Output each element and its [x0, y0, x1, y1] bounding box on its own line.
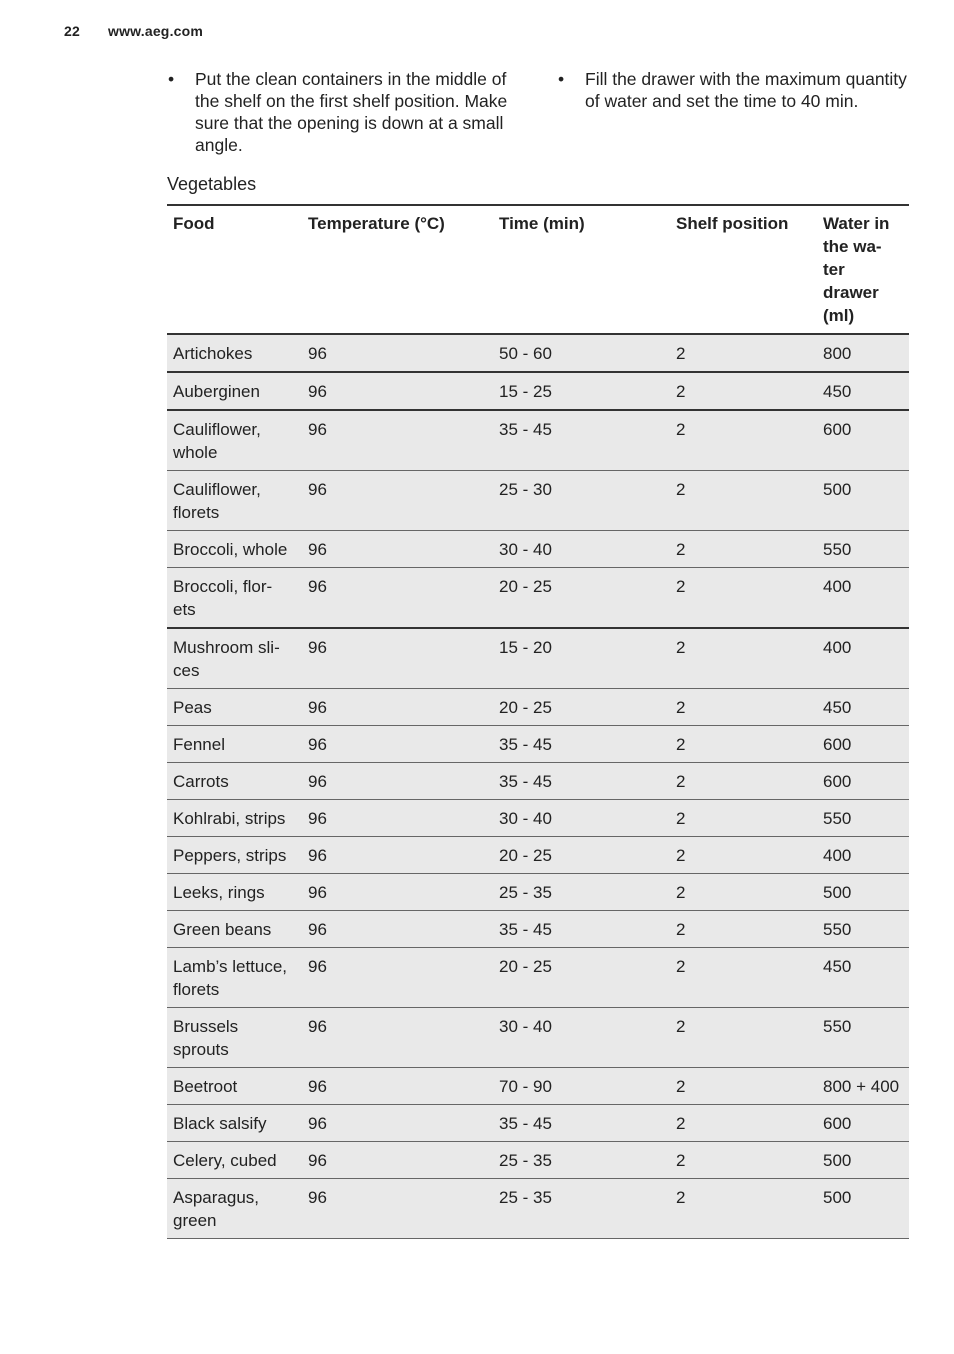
food-cell: Broccoli, flor- ets — [173, 577, 273, 619]
shelf-position-cell: 2 — [676, 1077, 686, 1096]
page-number: 22 — [64, 23, 80, 39]
temperature-cell: 96 — [308, 698, 327, 717]
water-cell: 400 — [823, 577, 852, 596]
bullet-text: Fill the drawer with the maximum quantity of water and set the time to 40 min. — [585, 69, 907, 111]
water-cell: 600 — [823, 420, 852, 439]
time-cell: 30 - 40 — [499, 809, 552, 828]
temperature-cell: 96 — [308, 1077, 327, 1096]
temperature-cell: 96 — [308, 772, 327, 791]
water-cell: 500 — [823, 1151, 852, 1170]
food-cell: Fennel — [173, 735, 225, 754]
time-cell: 25 - 30 — [499, 480, 552, 499]
food-cell: Asparagus, green — [173, 1188, 259, 1230]
food-cell: Leeks, rings — [173, 883, 265, 902]
temperature-cell: 96 — [308, 735, 327, 754]
temperature-cell: 96 — [308, 577, 327, 596]
water-cell: 500 — [823, 480, 852, 499]
water-cell: 500 — [823, 1188, 852, 1207]
shelf-position-cell: 2 — [676, 344, 686, 363]
water-cell: 600 — [823, 735, 852, 754]
page-header — [64, 23, 203, 39]
food-cell: Artichokes — [173, 344, 253, 363]
bullet-item — [167, 68, 519, 156]
time-cell: 20 - 25 — [499, 698, 552, 717]
shelf-position-cell: 2 — [676, 1188, 686, 1207]
table-row — [167, 1068, 909, 1105]
food-cell: Cauliflower, whole — [173, 420, 261, 462]
table-header-row — [167, 205, 909, 334]
temperature-cell: 96 — [308, 957, 327, 976]
shelf-position-cell: 2 — [676, 846, 686, 865]
temperature-cell: 96 — [308, 420, 327, 439]
time-cell: 15 - 25 — [499, 382, 552, 401]
table-row — [167, 334, 909, 372]
column-header-temperature: Temperature (°C) — [308, 214, 445, 233]
water-cell: 550 — [823, 1017, 852, 1036]
food-cell: Black salsify — [173, 1114, 267, 1133]
food-cell: Auberginen — [173, 382, 260, 401]
bullet-item — [557, 68, 909, 156]
time-cell: 20 - 25 — [499, 577, 552, 596]
temperature-cell: 96 — [308, 1151, 327, 1170]
time-cell: 30 - 40 — [499, 540, 552, 559]
table-row — [167, 471, 909, 531]
temperature-cell: 96 — [308, 382, 327, 401]
food-cell: Beetroot — [173, 1077, 238, 1096]
temperature-cell: 96 — [308, 809, 327, 828]
food-cell: Green beans — [173, 920, 272, 939]
food-cell: Celery, cubed — [173, 1151, 277, 1170]
shelf-position-cell: 2 — [676, 772, 686, 791]
column-header-food: Food — [173, 214, 215, 233]
table-row — [167, 1105, 909, 1142]
time-cell: 35 - 45 — [499, 1114, 552, 1133]
food-cell: Lamb’s lettuce, florets — [173, 957, 288, 999]
table-row — [167, 800, 909, 837]
water-cell: 550 — [823, 809, 852, 828]
shelf-position-cell: 2 — [676, 809, 686, 828]
table-row — [167, 837, 909, 874]
water-cell: 400 — [823, 638, 852, 657]
water-cell: 550 — [823, 540, 852, 559]
table-row — [167, 628, 909, 689]
water-cell: 800 — [823, 344, 852, 363]
shelf-position-cell: 2 — [676, 540, 686, 559]
temperature-cell: 96 — [308, 846, 327, 865]
column-header-time: Time (min) — [499, 214, 585, 233]
time-cell: 15 - 20 — [499, 638, 552, 657]
table-row — [167, 568, 909, 629]
table-row — [167, 689, 909, 726]
water-cell: 600 — [823, 772, 852, 791]
food-cell: Peas — [173, 698, 212, 717]
time-cell: 25 - 35 — [499, 1151, 552, 1170]
food-cell: Cauliflower, florets — [173, 480, 261, 522]
shelf-position-cell: 2 — [676, 480, 686, 499]
instruction-bullets — [167, 68, 909, 156]
bullet-icon: • — [168, 69, 175, 89]
water-cell: 450 — [823, 957, 852, 976]
temperature-cell: 96 — [308, 638, 327, 657]
time-cell: 30 - 40 — [499, 1017, 552, 1036]
time-cell: 20 - 25 — [499, 846, 552, 865]
shelf-position-cell: 2 — [676, 920, 686, 939]
temperature-cell: 96 — [308, 920, 327, 939]
time-cell: 35 - 45 — [499, 735, 552, 754]
time-cell: 70 - 90 — [499, 1077, 552, 1096]
shelf-position-cell: 2 — [676, 883, 686, 902]
temperature-cell: 96 — [308, 883, 327, 902]
temperature-cell: 96 — [308, 1188, 327, 1207]
time-cell: 35 - 45 — [499, 772, 552, 791]
table-row — [167, 1008, 909, 1068]
time-cell: 35 - 45 — [499, 420, 552, 439]
table-row — [167, 531, 909, 568]
shelf-position-cell: 2 — [676, 382, 686, 401]
food-cell: Brussels sprouts — [173, 1017, 239, 1059]
table-body — [167, 334, 909, 1239]
table-row — [167, 410, 909, 471]
table-row — [167, 1142, 909, 1179]
temperature-cell: 96 — [308, 1017, 327, 1036]
table-row — [167, 1179, 909, 1239]
temperature-cell: 96 — [308, 540, 327, 559]
section-title: Vegetables — [167, 174, 257, 194]
water-cell: 600 — [823, 1114, 852, 1133]
table-row — [167, 726, 909, 763]
water-cell: 550 — [823, 920, 852, 939]
time-cell: 50 - 60 — [499, 344, 552, 363]
shelf-position-cell: 2 — [676, 1151, 686, 1170]
table-row — [167, 948, 909, 1008]
shelf-position-cell: 2 — [676, 577, 686, 596]
shelf-position-cell: 2 — [676, 638, 686, 657]
water-cell: 400 — [823, 846, 852, 865]
time-cell: 35 - 45 — [499, 920, 552, 939]
temperature-cell: 96 — [308, 344, 327, 363]
shelf-position-cell: 2 — [676, 735, 686, 754]
shelf-position-cell: 2 — [676, 1114, 686, 1133]
website-url: www.aeg.com — [108, 23, 204, 39]
shelf-position-cell: 2 — [676, 698, 686, 717]
vegetables-table — [167, 204, 909, 1239]
time-cell: 20 - 25 — [499, 957, 552, 976]
water-cell: 450 — [823, 382, 852, 401]
table-row — [167, 372, 909, 410]
table-row — [167, 911, 909, 948]
time-cell: 25 - 35 — [499, 1188, 552, 1207]
water-cell: 800 + 400 — [823, 1077, 900, 1096]
water-cell: 450 — [823, 698, 852, 717]
time-cell: 25 - 35 — [499, 883, 552, 902]
food-cell: Kohlrabi, strips — [173, 809, 286, 828]
shelf-position-cell: 2 — [676, 957, 686, 976]
food-cell: Carrots — [173, 772, 229, 791]
table-row — [167, 874, 909, 911]
food-cell: Mushroom sli- ces — [173, 638, 280, 680]
water-cell: 500 — [823, 883, 852, 902]
food-cell: Peppers, strips — [173, 846, 287, 865]
food-cell: Broccoli, whole — [173, 540, 288, 559]
column-header-shelf-position: Shelf position — [676, 214, 789, 233]
bullet-icon: • — [558, 69, 565, 89]
temperature-cell: 96 — [308, 480, 327, 499]
shelf-position-cell: 2 — [676, 1017, 686, 1036]
bullet-text: Put the clean containers in the middle of the shelf on the first shelf position. Make sure that the opening is down at a small angle. — [195, 69, 508, 155]
column-header-water: Water in the wa- ter drawer (ml) — [823, 214, 890, 325]
shelf-position-cell: 2 — [676, 420, 686, 439]
temperature-cell: 96 — [308, 1114, 327, 1133]
table-row — [167, 763, 909, 800]
